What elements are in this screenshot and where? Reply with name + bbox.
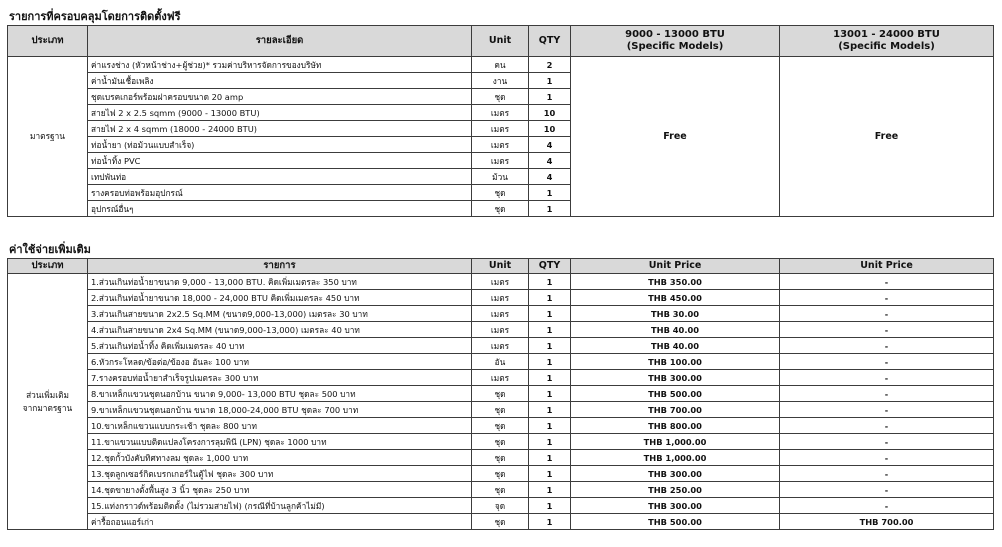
table-row <box>8 370 994 386</box>
row-qty: 10 <box>529 121 571 137</box>
row-unit: เมตร <box>472 290 529 306</box>
table-row <box>8 57 994 73</box>
row-price-b: - <box>780 386 994 402</box>
row-unit: ชุด <box>472 466 529 482</box>
row-unit: เมตร <box>472 105 529 121</box>
table-row <box>8 482 994 498</box>
row-qty: 1 <box>529 498 571 514</box>
row-detail: รางครอบท่อพร้อมอุปกรณ์ <box>88 185 472 201</box>
row-item: 11.ขาแขวนแบบติดแปลงโครงการลุมพินี (LPN) ชุดละ 1000 บาท <box>88 434 472 450</box>
row-detail: ค่าแรงช่าง (หัวหน้าช่าง+ผู้ช่วย)* รวมค่าบริหารจัดการของบริษัท <box>88 57 472 73</box>
free-badge-13001-24000: Free <box>780 57 994 217</box>
row-qty: 4 <box>529 137 571 153</box>
row-qty: 1 <box>529 386 571 402</box>
header-unit: Unit <box>472 26 529 57</box>
row-unit: ชุด <box>472 514 529 530</box>
row-price-a: THB 40.00 <box>571 322 780 338</box>
row-price-a: THB 300.00 <box>571 466 780 482</box>
row-qty: 1 <box>529 338 571 354</box>
row-unit: เมตร <box>472 338 529 354</box>
row-qty: 1 <box>529 450 571 466</box>
table-row <box>8 354 994 370</box>
row-detail: ท่อน้ำทิ้ง PVC <box>88 153 472 169</box>
row-unit: ชุด <box>472 402 529 418</box>
header-unit-price-b: Unit Price <box>780 259 994 274</box>
free-badge-9000-13000: Free <box>571 57 780 217</box>
row-qty: 2 <box>529 57 571 73</box>
category-line: จากมาตรฐาน <box>22 402 73 413</box>
row-unit: เมตร <box>472 306 529 322</box>
row-qty: 4 <box>529 169 571 185</box>
row-unit: ชุด <box>472 482 529 498</box>
row-item: 9.ขาเหล็กแขวนชุดนอกบ้าน ขนาด 18,000-24,000 BTU ชุดละ 700 บาท <box>88 402 472 418</box>
row-unit: จุด <box>472 498 529 514</box>
row-price-b: - <box>780 434 994 450</box>
header-unit: Unit <box>472 259 529 274</box>
row-price-a: THB 300.00 <box>571 498 780 514</box>
row-price-b: - <box>780 482 994 498</box>
row-price-a: THB 1,000.00 <box>571 434 780 450</box>
header-qty: QTY <box>529 259 571 274</box>
table-row <box>8 418 994 434</box>
row-item: 15.แท่งกราวด์พร้อมติดตั้ง (ไม่รวมสายไฟ) (กรณีที่บ้านลูกค้าไม่มี) <box>88 498 472 514</box>
table-row <box>8 306 994 322</box>
header-category: ประเภท <box>8 259 88 274</box>
row-price-b: THB 700.00 <box>780 514 994 530</box>
row-unit: คน <box>472 57 529 73</box>
header-detail: รายละเอียด <box>88 26 472 57</box>
row-qty: 1 <box>529 73 571 89</box>
row-unit: ชุด <box>472 450 529 466</box>
row-item: 10.ขาเหล็กแขวนแบบกระเช้า ชุดละ 800 บาท <box>88 418 472 434</box>
table-row <box>8 514 994 530</box>
row-qty: 1 <box>529 274 571 290</box>
table-row <box>8 274 994 290</box>
row-unit: เมตร <box>472 153 529 169</box>
table-row <box>8 290 994 306</box>
row-item: 2.ส่วนเกินท่อน้ำยาขนาด 18,000 - 24,000 BTU คิดเพิ่มเมตรละ 450 บาท <box>88 290 472 306</box>
row-item: 4.ส่วนเกินสายขนาด 2x4 Sq.MM (ขนาด9,000-13,000) เมตรละ 40 บาท <box>88 322 472 338</box>
row-price-b: - <box>780 450 994 466</box>
row-price-a: THB 800.00 <box>571 418 780 434</box>
row-unit: ม้วน <box>472 169 529 185</box>
header-btu-range: 9000 - 13000 BTU <box>625 29 725 40</box>
table-row <box>8 322 994 338</box>
row-item: 7.รางครอบท่อน้ำยาสำเร็จรูปเมตรละ 300 บาท <box>88 370 472 386</box>
row-item: 8.ขาเหล็กแขวนชุดนอกบ้าน ขนาด 9,000- 13,000 BTU ชุดละ 500 บาท <box>88 386 472 402</box>
row-item: 5.ส่วนเกินท่อน้ำทิ้ง คิดเพิ่มเมตรละ 40 บาท <box>88 338 472 354</box>
row-qty: 10 <box>529 105 571 121</box>
row-price-a: THB 100.00 <box>571 354 780 370</box>
row-detail: ท่อน้ำยา (ท่อม้วนแบบสำเร็จ) <box>88 137 472 153</box>
table-row <box>8 466 994 482</box>
row-item: 12.ชุดกั้วบังคับทิศทางลม ชุดละ 1,000 บาท <box>88 450 472 466</box>
section-title-extra-charges: ค่าใช้จ่ายเพิ่มเติม <box>9 243 91 256</box>
row-unit: ชุด <box>472 386 529 402</box>
row-qty: 1 <box>529 402 571 418</box>
row-item: 6.หัวกระโหลด/ข้อต่อ/ข้องอ อันละ 100 บาท <box>88 354 472 370</box>
row-detail: สายไฟ 2 x 2.5 sqmm (9000 - 13000 BTU) <box>88 105 472 121</box>
header-item: รายการ <box>88 259 472 274</box>
row-unit: งาน <box>472 73 529 89</box>
table-row <box>8 402 994 418</box>
row-detail: ค่าน้ำมันเชื้อเพลิง <box>88 73 472 89</box>
row-qty: 1 <box>529 514 571 530</box>
row-price-b: - <box>780 290 994 306</box>
category-line: ส่วนเพิ่มเติม <box>26 389 69 400</box>
row-unit: ชุด <box>472 434 529 450</box>
row-qty: 1 <box>529 482 571 498</box>
row-detail: สายไฟ 2 x 4 sqmm (18000 - 24000 BTU) <box>88 121 472 137</box>
header-qty: QTY <box>529 26 571 57</box>
row-price-b: - <box>780 322 994 338</box>
table-header-row <box>8 26 994 57</box>
table-row <box>8 434 994 450</box>
row-item: ค่ารื้อถอนแอร์เก่า <box>88 514 472 530</box>
header-btu-range: 13001 - 24000 BTU <box>833 29 940 40</box>
row-price-a: THB 450.00 <box>571 290 780 306</box>
row-unit: เมตร <box>472 370 529 386</box>
row-price-b: - <box>780 338 994 354</box>
row-price-b: - <box>780 498 994 514</box>
row-qty: 1 <box>529 89 571 105</box>
row-unit: ชุด <box>472 89 529 105</box>
row-qty: 1 <box>529 201 571 217</box>
row-unit: ชุด <box>472 185 529 201</box>
header-btu-13001-24000 <box>780 26 994 57</box>
row-price-b: - <box>780 402 994 418</box>
row-unit: เมตร <box>472 137 529 153</box>
row-price-a: THB 1,000.00 <box>571 450 780 466</box>
row-price-a: THB 500.00 <box>571 386 780 402</box>
category-standard: มาตรฐาน <box>8 57 88 217</box>
row-price-a: THB 250.00 <box>571 482 780 498</box>
table-row <box>8 338 994 354</box>
table-row <box>8 386 994 402</box>
row-qty: 1 <box>529 418 571 434</box>
row-price-b: - <box>780 274 994 290</box>
section-title-free-install: รายการที่ครอบคลุมโดยการติดตั้งฟรี <box>9 10 181 23</box>
row-price-b: - <box>780 306 994 322</box>
header-models-note: (Specific Models) <box>838 41 935 52</box>
row-item: 3.ส่วนเกินสายขนาด 2x2.5 Sq.MM (ขนาด9,000-13,000) เมตรละ 30 บาท <box>88 306 472 322</box>
header-unit-price-a: Unit Price <box>571 259 780 274</box>
row-qty: 1 <box>529 434 571 450</box>
row-qty: 4 <box>529 153 571 169</box>
row-item: 1.ส่วนเกินท่อน้ำยาขนาด 9,000 - 13,000 BTU. คิดเพิ่มเมตรละ 350 บาท <box>88 274 472 290</box>
row-price-b: - <box>780 370 994 386</box>
table-row <box>8 498 994 514</box>
row-detail: เทปพันท่อ <box>88 169 472 185</box>
row-unit: เมตร <box>472 274 529 290</box>
table-row <box>8 450 994 466</box>
row-qty: 1 <box>529 306 571 322</box>
row-price-a: THB 300.00 <box>571 370 780 386</box>
row-price-a: THB 500.00 <box>571 514 780 530</box>
row-detail: อุปกรณ์อื่นๆ <box>88 201 472 217</box>
row-qty: 1 <box>529 290 571 306</box>
header-btu-9000-13000 <box>571 26 780 57</box>
row-qty: 1 <box>529 370 571 386</box>
row-price-a: THB 350.00 <box>571 274 780 290</box>
extra-charges-table <box>7 258 994 530</box>
row-price-b: - <box>780 354 994 370</box>
table-header-row <box>8 259 994 274</box>
row-unit: อัน <box>472 354 529 370</box>
row-item: 13.ชุดลูกเซอร์กิตเบรกเกอร์ในตู้ไฟ ชุดละ 300 บาท <box>88 466 472 482</box>
row-price-a: THB 30.00 <box>571 306 780 322</box>
header-models-note: (Specific Models) <box>626 41 724 52</box>
free-install-table <box>7 25 994 217</box>
row-unit: เมตร <box>472 322 529 338</box>
row-qty: 1 <box>529 466 571 482</box>
row-price-a: THB 40.00 <box>571 338 780 354</box>
row-qty: 1 <box>529 354 571 370</box>
header-category: ประเภท <box>8 26 88 57</box>
row-unit: เมตร <box>472 121 529 137</box>
row-qty: 1 <box>529 185 571 201</box>
row-detail: ชุดเบรคเกอร์พร้อมฝาครอบขนาด 20 amp <box>88 89 472 105</box>
row-item: 14.ชุดขายางตั้งพื้นสูง 3 นิ้ว ชุดละ 250 บาท <box>88 482 472 498</box>
category-extra <box>8 274 88 530</box>
row-unit: ชุด <box>472 201 529 217</box>
row-unit: ชุด <box>472 418 529 434</box>
row-qty: 1 <box>529 322 571 338</box>
row-price-b: - <box>780 418 994 434</box>
row-price-b: - <box>780 466 994 482</box>
row-price-a: THB 700.00 <box>571 402 780 418</box>
